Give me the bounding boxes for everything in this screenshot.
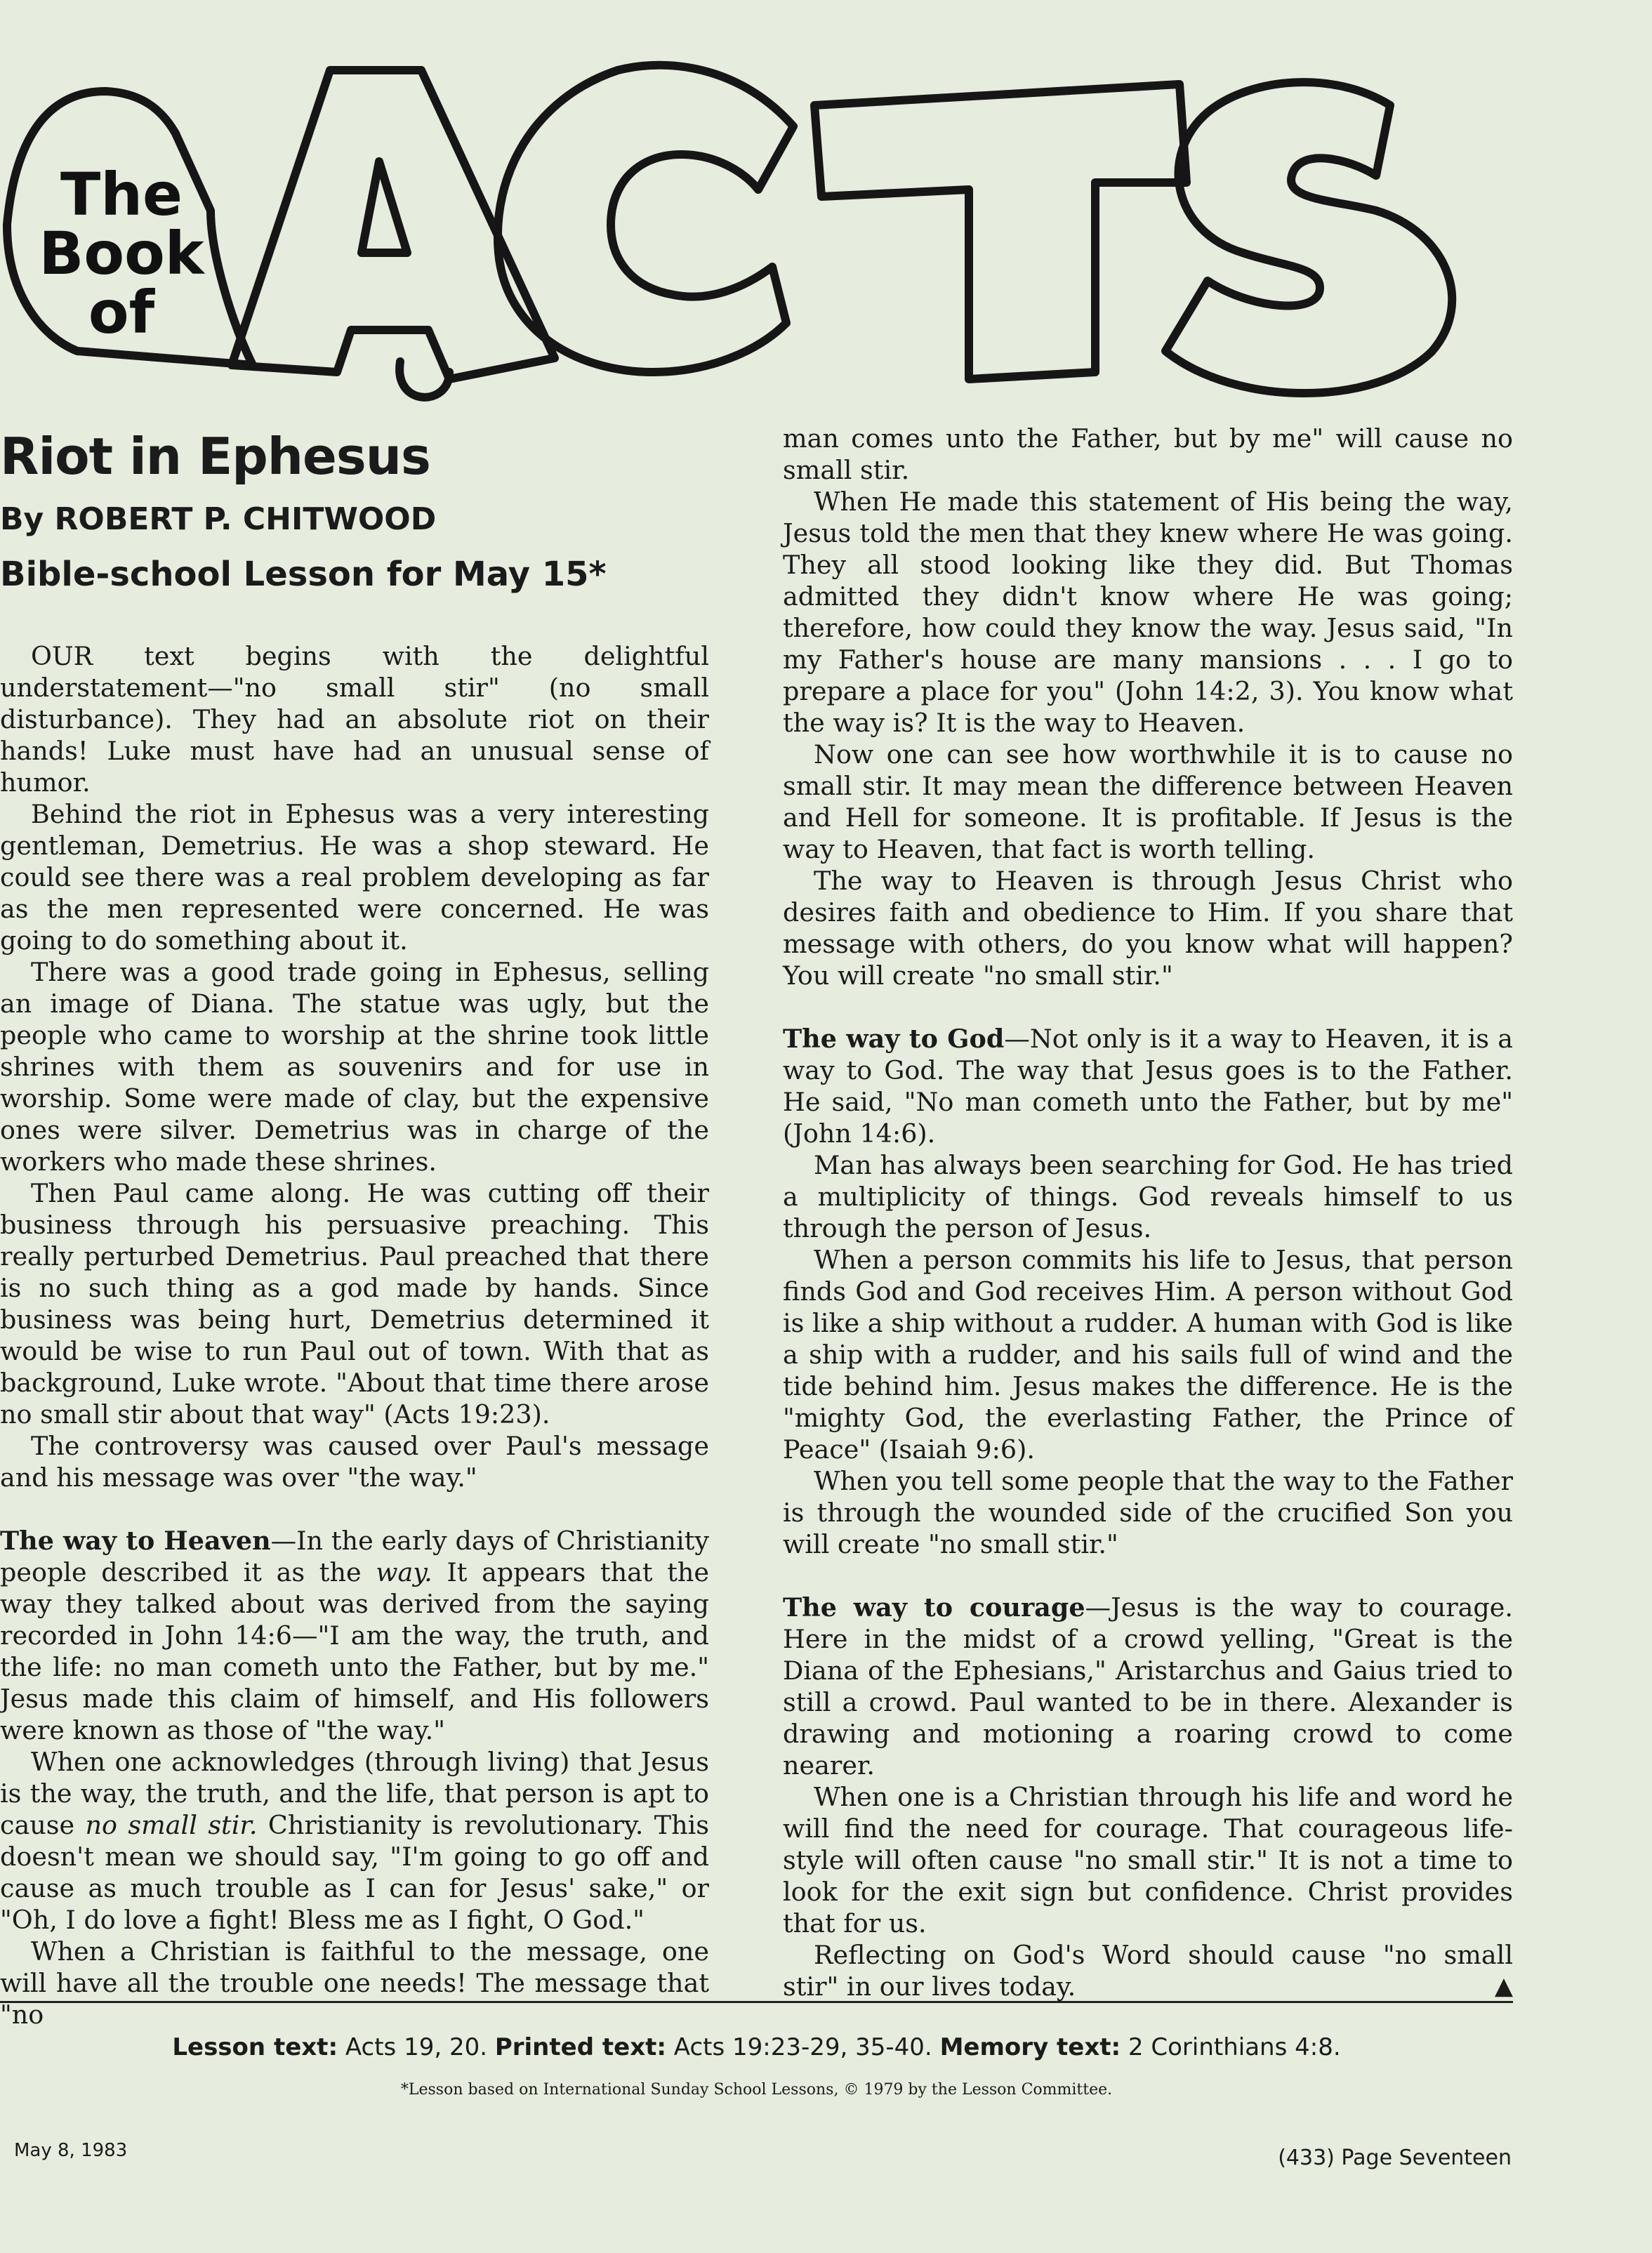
byline: By ROBERT P. CHITWOOD bbox=[0, 501, 437, 537]
paragraph: Man has always been searching for God. He has tried a multiplicity of things. God reveals himself to us through the person of Jesus. bbox=[783, 1150, 1513, 1243]
paragraph: When one is a Christian through his life and word he will find the need for courage. That courageous life-style will often cause "no small stir." It is not a time to look for the exit sign but confidence. Christ provides that for us. bbox=[783, 1782, 1513, 1938]
paragraph: man comes unto the Father, but by me" will cause no small stir. bbox=[783, 423, 1513, 485]
book-of-line: The bbox=[60, 160, 183, 229]
book-of-line: of bbox=[88, 278, 155, 347]
issue-date: May 8, 1983 bbox=[14, 2140, 128, 2161]
lesson-text-label: Lesson text: bbox=[172, 2033, 338, 2061]
paragraph: When a Christian is faithful to the message, one will have all the trouble one needs! The message that "no bbox=[0, 1936, 709, 2030]
end-triangle-icon: ▲ bbox=[1494, 1972, 1513, 2000]
section-heading: The way to Heaven bbox=[0, 1526, 271, 1556]
acts-outline-logo bbox=[0, 42, 1545, 407]
section-way-to-courage: The way to courage—Jesus is the way to courage. Here in the midst of a crowd yelling, "Great is the Diana of the Ephesians," Aristarchus and Gaius tried to still a crowd. Paul wanted to be in there. Alexander is drawing and motioning a roaring crowd to come nearer. bbox=[783, 1592, 1513, 1780]
paragraph: When one acknowledges (through living) that Jesus is the way, the truth, and the life, that person is apt to cause no small stir. Christianity is revolutionary. This doesn't mean we should say, "I'm going to go off and cause as much trouble as I can for Jesus' sake," or "Oh, I do love a fight! Bless me as I fight, O God." bbox=[0, 1747, 710, 1935]
paragraph: The way to Heaven is through Jesus Christ who desires faith and obedience to Him. If you share that message with others, do you know what will happen? You will create "no small stir." bbox=[783, 866, 1513, 991]
book-of-label bbox=[34, 160, 209, 347]
right-column bbox=[783, 423, 1513, 2002]
printed-text-value: Acts 19:23-29, 35-40. bbox=[673, 2033, 932, 2061]
lesson-credit: *Lesson based on International Sunday School Lessons, © 1979 by the Lesson Committee. bbox=[400, 2081, 1113, 2099]
paragraph: Reflecting on God's Word should cause "no small stir" in our lives today. ▲ bbox=[783, 1940, 1513, 2002]
lesson-text-value: Acts 19, 20. bbox=[345, 2033, 488, 2061]
paragraph: Now one can see how worthwhile it is to cause no small stir. It may mean the difference between Heaven and Hell for someone. It is profitable. If Jesus is the way to Heaven, that fact is worth telling. bbox=[783, 739, 1513, 864]
paragraph: OUR text begins with the delightful understatement—"no small stir" (no small disturbance). They had an absolute riot on their hands! Luke must have had an unusual sense of humor. bbox=[0, 641, 709, 798]
lesson-date: Bible-school Lesson for May 15* bbox=[0, 555, 607, 594]
paragraph: The controversy was caused over Paul's message and his message was over "the way." bbox=[0, 1431, 709, 1493]
section-heading: The way to courage bbox=[783, 1592, 1085, 1623]
paragraph: There was a good trade going in Ephesus, selling an image of Diana. The statue was ugly, but the people who came to worship at the shrine took little shrines with them as souvenirs and for use in worship. Some were made of clay, but the expensive ones were silver. Demetrius was in charge of the workers who made these shrines. bbox=[0, 957, 709, 1177]
memory-text-label: Memory text: bbox=[939, 2033, 1121, 2061]
article-title: Riot in Ephesus bbox=[0, 427, 430, 486]
section-way-to-god: The way to God—Not only is it a way to Heaven, it is a way to God. The way that Jesus goes is to the Father. He said, "No man cometh unto the Father, but by me" (John 14:6). bbox=[783, 1024, 1513, 1149]
lesson-references bbox=[0, 2032, 1513, 2063]
masthead bbox=[0, 42, 1545, 407]
divider-rule bbox=[0, 2001, 1513, 2003]
paragraph: When a person commits his life to Jesus, that person finds God and God receives Him. A person without God is like a ship without a rudder. A human with God is like a ship with a rudder, and his sails full of wind and the tide behind him. Jesus makes the difference. He is the "mighty God, the everlasting Father, the Prince of Peace" (Isaiah 9:6). bbox=[783, 1245, 1513, 1465]
article-header bbox=[0, 428, 730, 597]
paragraph: When He made this statement of His being the way, Jesus told the men that they knew where He was going. They all stood looking like they did. But Thomas admitted they didn't know where He was going; therefore, how could they know the way. Jesus said, "In my Father's house are many mansions . . . I go to prepare a place for you" (John 14:2, 3). You know what the way is? It is the way to Heaven. bbox=[783, 487, 1513, 738]
paragraph: Behind the riot in Ephesus was a very interesting gentleman, Demetrius. He was a shop steward. He could see there was a real problem developing as far as the men represented were concerned. He was going to do something about it. bbox=[0, 799, 709, 956]
printed-text-label: Printed text: bbox=[494, 2033, 666, 2061]
paragraph: When you tell some people that the way to the Father is through the wounded side of the crucified Son you will create "no small stir." bbox=[783, 1466, 1513, 1559]
section-way-to-heaven: The way to Heaven—In the early days of Christianity people described it as the way. It appears that the way they talked about was derived from the saying recorded in John 14:6—"I am the way, the truth, and the life: no man cometh unto the Father, but by me." Jesus made this claim of himself, and His followers were known as those of "the way." bbox=[0, 1526, 709, 1745]
memory-text-value: 2 Corinthians 4:8. bbox=[1128, 2033, 1341, 2061]
left-column bbox=[0, 640, 709, 2030]
page-number: (433) Page Seventeen bbox=[1278, 2146, 1512, 2170]
section-heading: The way to God bbox=[783, 1024, 1005, 1054]
paragraph: Then Paul came along. He was cutting off their business through his persuasive preaching. This really perturbed Demetrius. Paul preached that there is no such thing as a god made by hands. Since business was being hurt, Demetrius determined it would be wise to run Paul out of town. With that as background, Luke wrote. "About that time there arose no small stir about that way" (Acts 19:23). bbox=[0, 1178, 709, 1429]
book-of-line: Book bbox=[39, 219, 204, 288]
